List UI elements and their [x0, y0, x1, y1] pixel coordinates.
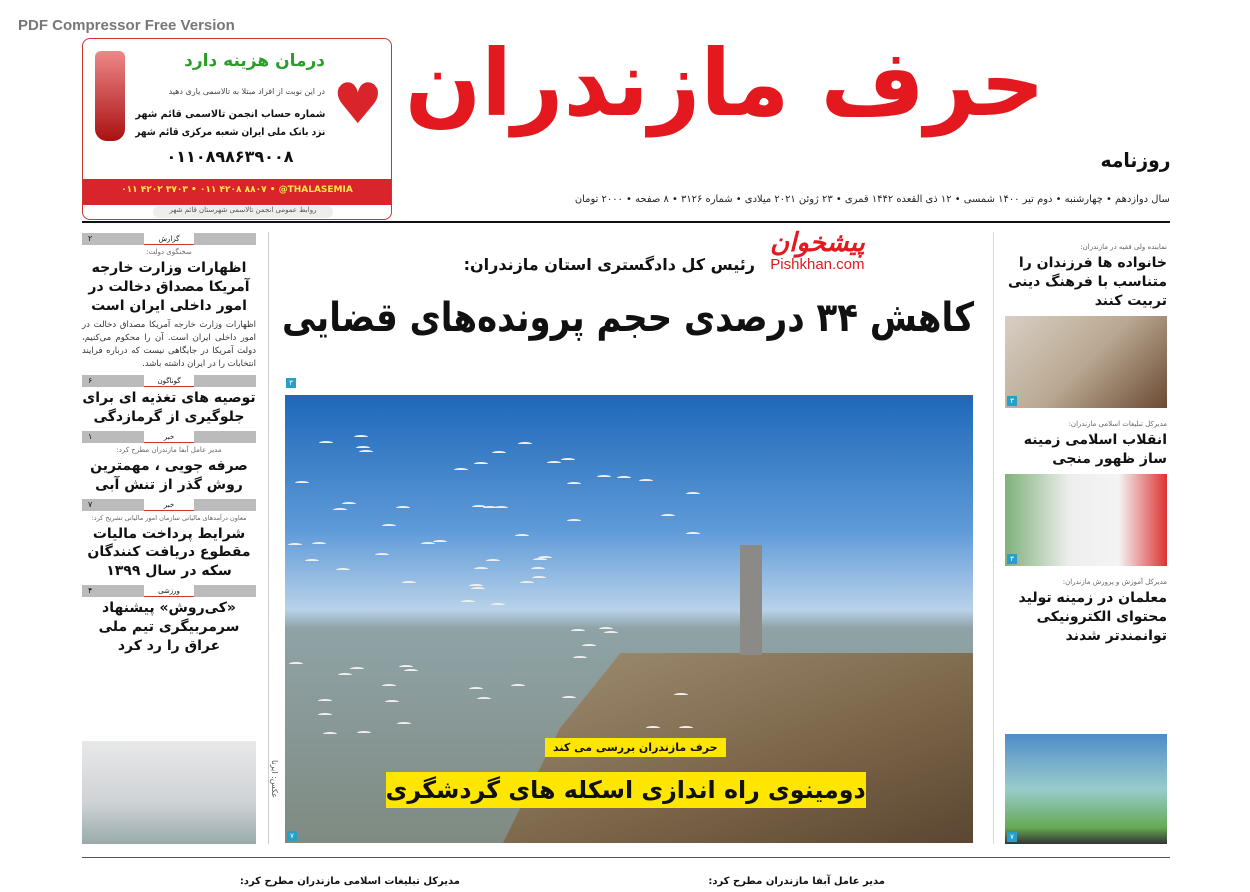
gull: [336, 568, 350, 572]
photo-caption-headline[interactable]: دومینوی راه اندازی اسکله های گردشگری: [386, 772, 866, 808]
story-kicker: معاون درآمدهای مالیاتی سازمان امور مالیاتی تشریح کرد:: [91, 514, 247, 523]
gull: [646, 726, 660, 730]
gull: [604, 631, 618, 635]
gull: [483, 506, 497, 510]
column-divider: [993, 232, 994, 844]
page-badge: ۳: [286, 378, 296, 388]
story-headline[interactable]: اظهارات وزارت خارجه آمریکا مصداق دخالت در امور داخلی ایران است: [88, 260, 250, 314]
ad-line: شماره حساب انجمن تالاسمی قائم شهر: [135, 109, 325, 120]
pier: [740, 545, 762, 655]
sports-photo[interactable]: [82, 741, 256, 844]
section-label: خبر: [144, 499, 194, 511]
story-headline[interactable]: شرایط پرداخت مالیات مقطوع دریافت کنندگان سکه در سال ۱۳۹۹: [87, 525, 251, 580]
gull: [573, 656, 587, 660]
gull: [597, 475, 611, 479]
story-headline[interactable]: خانواده ها فرزندان را متناسب با فرهنگ دینی تربیت کنند: [1007, 255, 1167, 309]
gull: [599, 627, 613, 631]
section-bar: [82, 431, 256, 443]
story-headline[interactable]: «کی‌روش» پیشنهاد سرمربیگری تیم ملی عراق را رد کرد: [98, 600, 240, 654]
gull: [538, 556, 552, 560]
gull: [547, 461, 561, 465]
gull: [469, 687, 483, 691]
gull: [567, 519, 581, 523]
story-headline[interactable]: صرفه جویی ، مهمترین روش گذر از تنش آبی: [90, 458, 248, 494]
ad-title: درمان هزینه دارد: [184, 51, 325, 71]
gull: [561, 458, 575, 462]
pishkhan-logo: [770, 230, 865, 273]
section-bar: [82, 499, 256, 511]
story-kicker: نماینده ولی فقیه در مازندران:: [1080, 243, 1167, 251]
ad-contacts: ۰۱۱ ۴۲۰۲ ۳۷۰۳ • ۰۱۱ ۴۲۰۸ ۸۸۰۷ • @THALASEMIA: [83, 179, 391, 205]
page-number: ۶: [88, 376, 93, 386]
gull: [515, 534, 529, 538]
gull: [674, 693, 688, 697]
gull: [532, 576, 546, 580]
story-headline[interactable]: معلمان در زمینه تولید محتوای الکترونیکی توانمندتر شدند: [1018, 589, 1167, 644]
gull: [399, 665, 413, 669]
page-number: ۲: [88, 234, 93, 243]
gull: [486, 559, 500, 563]
section-label: خبر: [144, 431, 194, 443]
story-headline[interactable]: انقلاب اسلامی زمینه ساز ظهور منجی: [1023, 431, 1167, 467]
section-bar: [82, 375, 256, 387]
footer-kicker: مدیر عامل آبفا مازندران مطرح کرد:: [708, 876, 885, 887]
story-headline[interactable]: توصیه های تغذیه ای برای جلوگیری از گرمازدگی: [82, 390, 256, 426]
gull: [571, 629, 585, 633]
gull: [382, 524, 396, 528]
gull: [382, 684, 396, 688]
heart-icon: ♥: [332, 72, 383, 137]
ad-account: ۰۱۱۰۸۹۸۶۳۹۰۰۸: [166, 147, 294, 166]
gull: [562, 696, 576, 700]
photo-caption-kicker: حرف مازندران بررسی می کند: [545, 738, 726, 757]
story-kicker: مدیرکل آموزش و پرورش مازندران:: [1062, 577, 1167, 586]
gull: [582, 644, 596, 648]
gull: [318, 699, 332, 703]
gull: [319, 441, 333, 445]
section-bar: [82, 585, 256, 597]
page-badge: ۳: [1007, 554, 1017, 564]
watermark: PDF Compressor Free Version: [18, 17, 235, 34]
gull: [474, 462, 488, 466]
gull: [686, 532, 700, 536]
gull: [350, 667, 364, 671]
gull: [402, 581, 416, 585]
gull: [342, 502, 356, 506]
column-divider: [268, 232, 269, 844]
gull: [305, 559, 319, 563]
gull: [686, 492, 700, 496]
pishkhan-en: Pishkhan.com: [770, 256, 865, 273]
page-number: ۴: [88, 586, 93, 596]
left-column: [82, 233, 256, 844]
gull: [356, 446, 370, 450]
gull: [288, 543, 302, 547]
dateline: سال دوازدهم • چهارشنبه • دوم تیر ۱۴۰۰ شمسی • ۱۲ ذی القعده ۱۴۴۲ قمری • ۲۳ ژوئن ۲۰۲۱ میلادی • شماره ۳۱۲۶ • ۸ صفحه • ۲۰۰۰ تومان: [575, 194, 1170, 205]
gull: [323, 732, 337, 736]
photo-credit: عکس: ایرنا: [270, 760, 279, 799]
gull: [518, 442, 532, 446]
thalassemia-ad: [82, 38, 392, 220]
masthead-rule: [82, 221, 1170, 223]
gull: [375, 553, 389, 557]
gull: [396, 506, 410, 510]
gull: [477, 697, 491, 701]
gull: [333, 508, 347, 512]
masthead-title: حرف مازندران: [405, 30, 1045, 137]
gull: [531, 567, 545, 571]
gull: [312, 542, 326, 546]
section-label: گزارش: [144, 233, 194, 245]
gull: [461, 600, 475, 604]
page-badge: ۷: [287, 831, 297, 841]
section-label: ورزشی: [144, 585, 194, 597]
story-photo[interactable]: [1005, 474, 1167, 566]
gull: [520, 581, 534, 585]
gull: [511, 684, 525, 688]
footer-rule: [82, 857, 1170, 858]
gull: [639, 479, 653, 483]
gull: [567, 482, 581, 486]
gull: [295, 481, 309, 485]
story-body: اظهارات وزارت خارجه آمریکا مصداق دخالت در امور داخلی ایران است. آن را محکوم می‌کنیم، دولت آمریکا در جایگاهی نیست که درباره فرایند انتخابات را در ایران داشته باشد.: [82, 319, 256, 370]
pishkhan-fa: پیشخوان: [770, 228, 865, 258]
ad-footer: روابط عمومی انجمن تالاسمی شهرستان قائم شهر: [153, 206, 333, 218]
story-kicker: سخنگوی دولت:: [146, 248, 192, 256]
gull: [469, 584, 483, 588]
gull: [318, 713, 332, 717]
gull: [492, 451, 506, 455]
page-number: ۷: [88, 500, 93, 510]
gull: [454, 468, 468, 472]
section-bar: [82, 233, 256, 245]
lead-kicker: رئیس کل دادگستری استان مازندران:: [463, 255, 755, 274]
gull: [404, 669, 418, 673]
footer-kicker: مدیرکل تبلیغات اسلامی مازندران مطرح کرد:: [239, 876, 460, 887]
story-photo[interactable]: [1005, 734, 1167, 844]
ad-subtitle: در این نوبت از افراد مبتلا به تالاسمی یاری دهید: [168, 87, 325, 96]
right-column: [1005, 243, 1167, 844]
gull: [385, 700, 399, 704]
story-photo[interactable]: [1005, 316, 1167, 408]
page-badge: ۷: [1007, 832, 1017, 842]
gull: [474, 567, 488, 571]
page-number: ۱: [88, 432, 93, 442]
gull: [661, 514, 675, 518]
gull: [359, 450, 373, 454]
gull: [357, 731, 371, 735]
gull: [421, 542, 435, 546]
masthead-daily: روزنامه: [1100, 148, 1170, 172]
section-label: گوناگون: [144, 375, 194, 387]
gull: [679, 726, 693, 730]
lead-headline[interactable]: کاهش ۳۴ درصدی حجم پرونده‌های قضایی: [281, 295, 974, 341]
story-kicker: مدیرکل تبلیغات اسلامی مازندران:: [1068, 419, 1167, 428]
gull: [397, 722, 411, 726]
blood-bag-icon: [95, 51, 125, 141]
gull: [354, 435, 368, 439]
story-kicker: مدیر عامل آبفا مازندران مطرح کرد:: [116, 446, 222, 455]
gull: [617, 476, 631, 480]
gull: [491, 603, 505, 607]
page-badge: ۳: [1007, 396, 1017, 406]
ad-line: نزد بانک ملی ایران شعبه مرکزی قائم شهر: [134, 127, 325, 138]
gull: [338, 673, 352, 677]
gull: [289, 662, 303, 666]
